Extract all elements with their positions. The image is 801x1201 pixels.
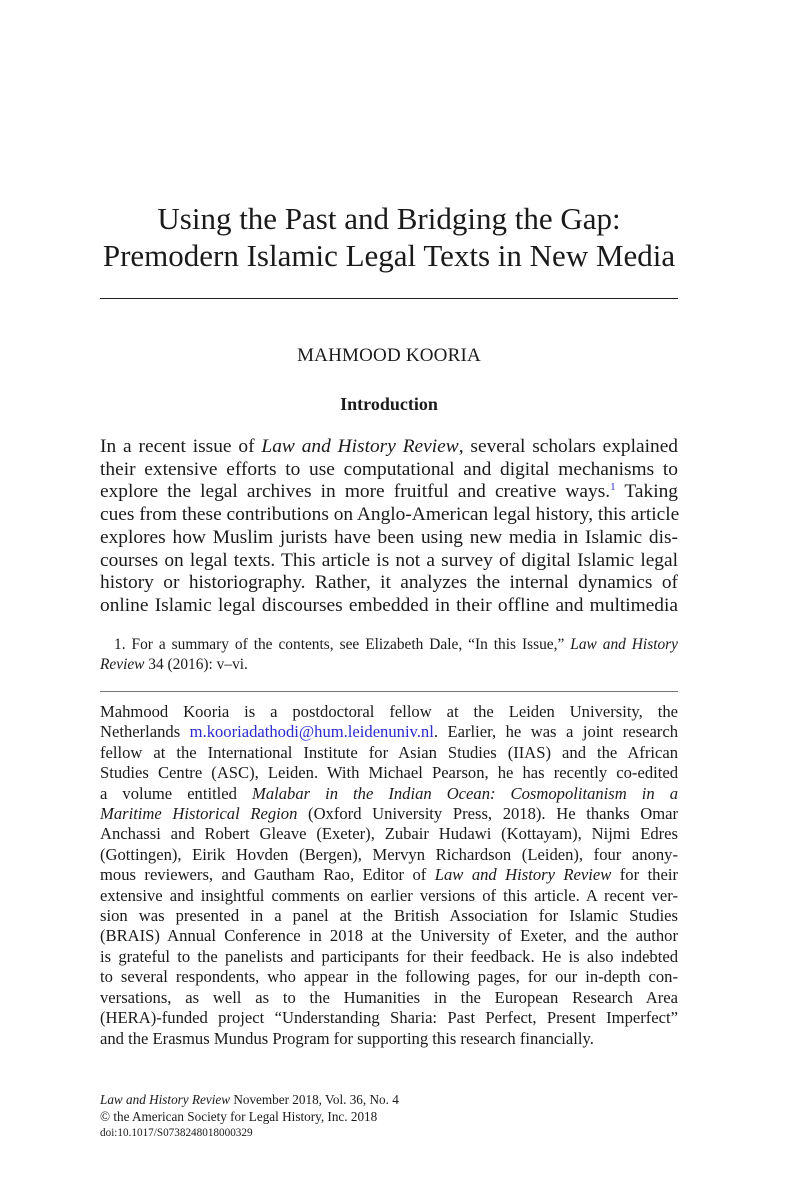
text-run: versations, as well as to the Humanities in the European Research Area [100,987,678,1007]
italic-text: Law and History Review [434,865,612,885]
body-text [100,436,678,618]
text-line [100,595,678,618]
text-run: explore the legal archives in more fruitful and creative ways. [100,481,611,503]
text-run: 1. For a summary of the contents, see Elizabeth Dale, “In this Issue,” [114,636,571,653]
text-run: online Islamic legal discourses embedded in their offline and multimedia [100,594,678,616]
text-run: (BRAIS) Annual Conference in 2018 at the University of Exeter, and the author [100,926,678,946]
text-run: 34 (2016): v–vi. [144,656,248,673]
text-line [100,804,678,824]
text-run: , several scholars explained [458,436,678,457]
text-run: Studies Centre (ASC), Leiden. With Michael Pearson, he has recently co-edited [100,763,678,783]
italic-text: Maritime Historical Region [100,804,298,824]
issue-info: November 2018, Vol. 36, No. 4 [230,1092,399,1107]
footnote-ref[interactable]: 1 [610,481,616,494]
text-run: history or historiography. Rather, it analyzes the internal dynamics of [100,572,678,594]
text-run: cues from these contributions on Anglo-American legal history, this article [100,504,680,526]
italic-text: Review [100,656,145,673]
italic-text: Law and History [570,636,678,653]
text-run: (HERA)-funded project “Understanding Sharia: Past Perfect, Present Imperfect” [100,1008,678,1028]
text-run: Anchassi and Robert Gleave (Exeter), Zubair Hudawi (Kottayam), Nijmi Edres [100,824,678,844]
text-run: and the Erasmus Mundus Program for supporting this research financially. [100,1028,594,1048]
italic-text: Law and History Review [261,436,459,457]
text-run: is grateful to the panelists and participants for their feedback. He is also indebted [100,946,678,966]
text-line [100,988,678,1008]
title-line: Using the Past and Bridging the Gap: [157,201,621,236]
text-line [100,436,678,459]
author-bio [100,702,678,1049]
footnote [100,635,678,675]
text-run: Netherlands [100,722,190,742]
title-divider [100,298,678,299]
text-run: In a recent issue of [100,436,262,457]
text-line [100,481,678,504]
copyright: © the American Society for Legal History, Inc. 2018 [100,1108,378,1124]
text-line [100,1029,678,1049]
text-run: to several respondents, who appear in the following pages, for our in-depth con- [100,967,678,987]
text-line [100,865,678,885]
text-run: extensive and insightful comments on earlier versions of this article. A recent ver- [100,885,678,905]
text-run: their extensive efforts to use computational and digital mechanisms to [100,458,678,480]
text-run: for their [611,865,678,885]
text-line [100,722,678,742]
text-line [100,459,678,482]
text-run: . Earlier, he was a joint research [433,722,678,742]
email-link[interactable]: m.kooriadathodi@hum.leidenuniv.nl [189,722,434,742]
text-line [100,784,678,804]
italic-text: Malabar in the Indian Ocean: Cosmopolitanism in a [252,783,678,803]
text-line [100,550,678,573]
text-run: (Gottingen), Eirik Hovden (Bergen), Mervyn Richardson (Leiden), four anony- [100,844,678,864]
text-line [100,527,678,550]
text-line [100,743,678,763]
text-run: fellow at the International Institute for Asian Studies (IIAS) and the African [100,742,678,762]
text-line [100,824,678,844]
text-run: a volume entitled [100,783,252,803]
publication-footer [100,1092,399,1142]
text-line [100,504,678,527]
text-run: (Oxford University Press, 2018). He thanks Omar [297,804,679,824]
footnote-divider [100,691,678,692]
text-line [100,886,678,906]
article-title [60,200,718,274]
text-line [100,572,678,595]
journal-name: Law and History Review [100,1092,231,1107]
text-run: Mahmood Kooria is a postdoctoral fellow at the Leiden University, the [100,702,678,721]
text-line [100,1008,678,1028]
text-line [100,845,678,865]
text-line [100,635,678,655]
text-run: Taking [615,481,678,503]
text-line [100,947,678,967]
text-line [100,702,678,722]
text-run: mous reviewers, and Gautham Rao, Editor of [100,865,435,885]
text-line [100,906,678,926]
section-heading: Introduction [340,394,438,414]
text-line [100,655,678,675]
text-line [100,967,678,987]
text-run: courses on legal texts. This article is not a survey of digital Islamic legal [100,549,678,571]
text-run: explores how Muslim jurists have been using new media in Islamic dis- [100,526,678,548]
title-line: Premodern Islamic Legal Texts in New Media [102,238,676,273]
text-line [100,763,678,783]
text-line [100,926,678,946]
doi: doi:10.1017/S0738248018000329 [100,1127,253,1139]
author-name: MAHMOOD KOORIA [297,345,481,366]
text-run: sion was presented in a panel at the British Association for Islamic Studies [100,906,678,926]
